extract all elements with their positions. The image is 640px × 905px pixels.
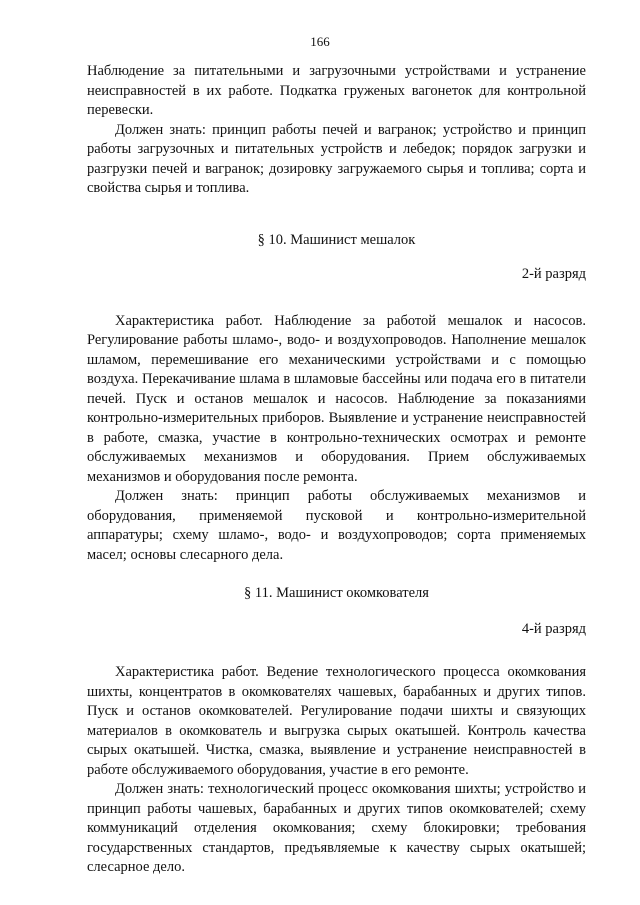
section-10-characteristics: Характеристика работ. Наблюдение за работой мешалок и насосов. Регулирование работы шламо-, водо- и воздухопроводов. Наполнение мешалок шламом, перемешивание его механическими устройствами и с помощью воздуха. Перекачивание шлама в шламовые бассейны или подача его в питатели печей. Пуск и останов мешалок и насосов. Наблюдение за показаниями контрольно-измерительных приборов. Выявление и устранение неисправностей в работе, смазка, участие в контрольно-технических осмотрах и ремонте обслуживаемых механизмов и оборудования. Прием обслуживаемых механизмов и оборудования после ремонта.	[87, 312, 586, 485]
page-content	[87, 62, 586, 878]
section-10-grade: 2-й разряд	[521, 266, 586, 282]
section-10-heading: § 10. Машинист мешалок	[257, 231, 416, 248]
page-number: 166	[310, 34, 330, 49]
section-11-grade: 4-й разряд	[521, 620, 586, 637]
intro-duties-paragraph: Наблюдение за питательными и загрузочными устройствами и устранение неисправностей в их работе. Подкатка груженых вагонеток для контрольной перевески.	[87, 63, 586, 118]
intro-knowledge-paragraph: Должен знать: принцип работы печей и вагранок; устройство и принцип работы загрузочных и питательных устройств и лебедок; порядок загрузки и разгрузки печей и вагранок; дозировку загружаемого сырья и топлива; сорта и свойства сырья и топлива.	[87, 121, 586, 196]
section-11-knowledge: Должен знать: технологический процесс окомкования шихты; устройство и принцип работы чашевых, барабанных и других типов окомкователей; схему коммуникаций отделения окомкования; схему блокировки; требования государственных стандартов, предъявляемые к качеству сырых окатышей; слесарное дело.	[87, 781, 586, 875]
section-11-characteristics: Характеристика работ. Ведение технологического процесса окомкования шихты, концентратов в окомкователях чашевых, барабанных и других типов. Пуск и останов окомкователей. Регулирование подачи шихты и связующих материалов в окомкователь и выгрузка сырых окатышей. Контроль качества сырых окатышей. Чистка, смазка, выявление и устранение неисправностей в работе обслуживаемого оборудования, участие в его ремонте.	[87, 664, 586, 778]
section-11-heading: § 11. Машинист окомкователя	[244, 585, 429, 601]
section-10-knowledge: Должен знать: принцип работы обслуживаемых механизмов и оборудования, применяемой пусковой и контрольно-измерительной аппаратуры; схему шламо-, водо- и воздухопроводов; сорта применяемых масел; основы слесарного дела.	[87, 488, 586, 563]
